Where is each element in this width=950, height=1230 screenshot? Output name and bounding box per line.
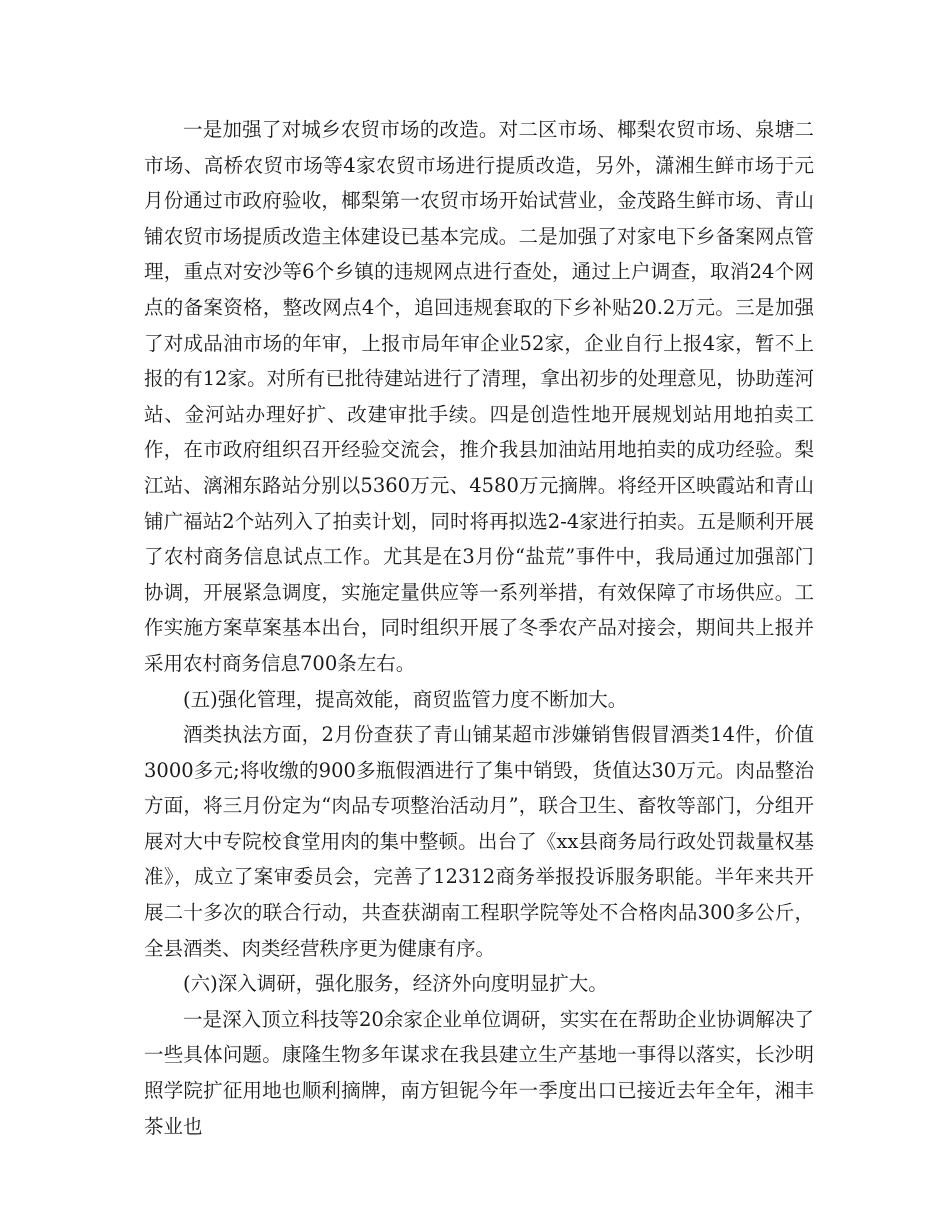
document-body [144, 112, 814, 1144]
paragraph-law-enforcement: 酒类执法方面，2月份查获了青山铺某超市涉嫌销售假冒酒类14件，价值3000多元;将收缴的900多瓶假酒进行了集中销毁，货值达30万元。肉品整治方面，将三月份定为“肉品专项整治活动月”，联合卫生、畜牧等部门，分组开展对大中专院校食堂用肉的集中整顿。出台了《xx县商务局行政处罚裁量权基准》，成立了案审委员会，完善了12312商务举报投诉服务职能。半年来共开展二十多次的联合行动，共查获湖南工程职学院等处不合格肉品300多公斤，全县酒类、肉类经营秩序更为健康有序。 [144, 723, 814, 960]
paragraph-research-service: 一是深入顶立科技等20余家企业单位调研，实实在在帮助企业协调解决了一些具体问题。康隆生物多年谋求在我县建立生产基地一事得以落实，长沙明照学院扩征用地也顺利摘牌，南方钽铌今年一季度出口已接近去年全年，湘丰茶业也 [144, 1007, 814, 1138]
section-heading-6: (六)深入调研，强化服务，经济外向度明显扩大。 [183, 972, 608, 996]
section-heading-5: (五)强化管理，提高效能，商贸监管力度不断加大。 [183, 687, 628, 711]
paragraph-market-renovation: 一是加强了对城乡农贸市场的改造。对二区市场、椰梨农贸市场、泉塘二市场、高桥农贸市场等4家农贸市场进行提质改造，另外，潇湘生鲜市场于元月份通过市政府验收，椰梨第一农贸市场开始试营业，金茂路生鲜市场、青山铺农贸市场提质改造主体建设已基本完成。二是加强了对家电下乡备案网点管理，重点对安沙等6个乡镇的违规网点进行查处，通过上户调查，取消24个网点的备案资格，整改网点4个，追回违规套取的下乡补贴20.2万元。三是加强了对成品油市场的年审，上报市局年审企业52家，企业自行上报4家，暂不上报的有12家。对所有已批待建站进行了清理，拿出初步的处理意见，协助莲河站、金河站办理好扩、改建审批手续。四是创造性地开展规划站用地拍卖工作，在市政府组织召开经验交流会，推介我县加油站用地拍卖的成功经验。梨江站、漓湘东路站分别以5360万元、4580万元摘牌。将经开区映霞站和青山铺广福站2个站列入了拍卖计划，同时将再拟选2-4家进行拍卖。五是顺利开展了农村商务信息试点工作。尤其是在3月份“盐荒”事件中，我局通过加强部门协调，开展紧急调度，实施定量供应等一系列举措，有效保障了市场供应。工作实施方案草案基本出台，同时组织开展了冬季农产品对接会，期间共上报并采用农村商务信息700条左右。 [144, 118, 814, 675]
